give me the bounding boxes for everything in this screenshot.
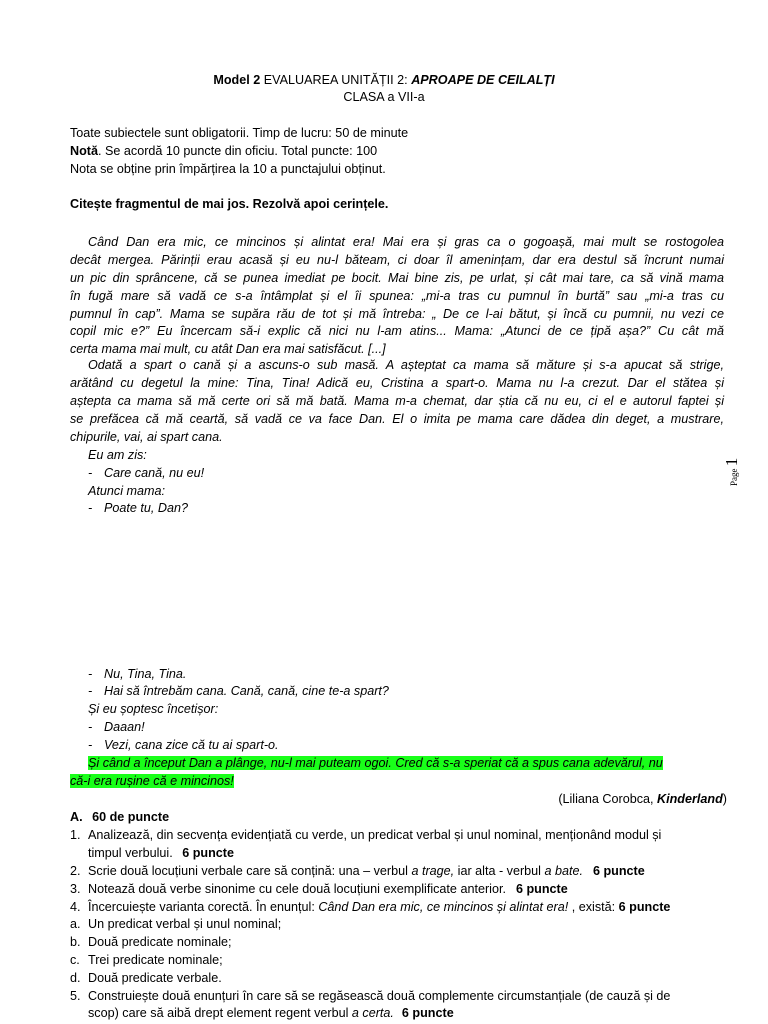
verb-a-certa: a certa. (351, 1006, 394, 1020)
source-author: (Liliana Corobca, (558, 792, 658, 806)
passage-line: pumnul în cap”. Mama se supăra rău de tot și mă întreba: „ De ce l-ai bătut, și încă cu pumnii, nu vezi ce (70, 307, 724, 321)
option-text: Două predicate verbale. (88, 971, 222, 985)
dialogue-dash: - (88, 684, 93, 698)
dialogue-intro: Și eu șoptesc încetișor: (88, 702, 219, 716)
option-text: Un predicat verbal și unul nominal; (88, 917, 282, 931)
instruction-line-1: Toate subiectele sunt obligatorii. Timp de lucru: 50 de minute (70, 126, 409, 140)
question-5 (70, 987, 724, 1005)
passage-line: un pic din sprâncene, că se punea imediat pe bocit. Mai bine zis, pe urlat, și cât mai tare, ca să vină mama (70, 271, 724, 285)
source-citation (558, 790, 727, 808)
question-5-cont (88, 1004, 724, 1022)
highlighted-sequence-line-2 (70, 772, 234, 790)
dialogue-text: Hai să întrebăm cana. Cană, cană, cine te-a spart? (104, 684, 389, 698)
question-points: 6 puncte (515, 882, 568, 896)
option-text: Două predicate nominale; (88, 935, 232, 949)
option-c[interactable] (70, 951, 724, 969)
option-letter: b. (70, 935, 81, 949)
option-d[interactable] (70, 969, 724, 987)
option-text: Trei predicate nominale; (88, 953, 223, 967)
dialogue-intro: Eu am zis: (88, 448, 147, 462)
task-heading: Citește fragmentul de mai jos. Rezolvă apoi cerințele. (70, 197, 389, 211)
question-text-part: Încercuiește varianta corectă. În enunțul: (88, 900, 319, 914)
question-4 (70, 898, 724, 916)
source-book: Kinderland (657, 792, 723, 806)
question-text-part: , există: (568, 900, 619, 914)
question-number: 3. (70, 882, 81, 896)
question-points: 6 puncte (618, 900, 671, 914)
dialogue-text: Nu, Tina, Tina. (104, 667, 187, 681)
model-label: Model 2 (213, 73, 261, 87)
highlight-text: Și când a început Dan a plânge, nu-l mai puteam ogoi. Cred că s-a speriat că a spus cana adevărul, nu (88, 756, 663, 770)
class-line: CLASA a VII-a (343, 90, 425, 104)
passage-line: în fugă mare să vadă ce s-a întâmplat și el îi spunea: „mi-a tras cu pumnul în burtă” sau „mi-a tras cu (70, 289, 724, 303)
exam-title (0, 72, 768, 88)
highlight-text: că-i era rușine că e mincinos! (70, 774, 234, 788)
question-text: timpul verbului. (88, 846, 173, 860)
question-text-part: iar alta - verbul (454, 864, 545, 878)
question-number: 2. (70, 864, 81, 878)
passage-line: decât mergea. Părinții erau acasă și eu nu-l băteam, ci doar îl amenințam, dar era destul să încrunt numai (70, 253, 724, 267)
question-3 (70, 880, 724, 898)
option-b[interactable] (70, 933, 724, 951)
dialogue-text: Poate tu, Dan? (104, 501, 189, 515)
option-a[interactable] (70, 915, 724, 933)
dialogue-intro: Atunci mama: (88, 484, 165, 498)
question-number: 1. (70, 828, 81, 842)
option-letter: a. (70, 917, 81, 931)
passage-line: Odată a spart o cană și a ascuns-o sub masă. A așteptat ca mama să măture și s-a apucat să strige, (88, 358, 724, 372)
dialogue-text: Care cană, nu eu! (104, 466, 205, 480)
question-number: 5. (70, 989, 81, 1003)
dialogue-text: Daaan! (104, 720, 145, 734)
verb-a-bate: a bate. (544, 864, 583, 878)
question-text-part: Notează două verbe sinonime cu cele două locuțiuni exemplificate anterior. (88, 882, 506, 896)
question-points: 6 puncte (592, 864, 645, 878)
section-a-points: 60 de puncte (92, 810, 170, 824)
question-2 (70, 862, 724, 880)
passage-line: chipurile, vai, ai spart cana. (70, 430, 223, 444)
passage-line: aștepta ca mama să mă certe ori să mă bată. Mama m-a chemat, dar știa că nu eu, ci el e autorul faptei și (70, 394, 724, 408)
section-a-label: A. (70, 810, 83, 824)
dialogue-line (88, 718, 724, 736)
question-text: Analizează, din secvența evidențiată cu verde, un predicat verbal și unul nominal, menționând modul și (88, 828, 662, 842)
dialogue-text: Vezi, cana zice că tu ai spart-o. (104, 738, 279, 752)
dialogue-line (88, 665, 724, 683)
question-text (88, 880, 568, 898)
page-word: Page (729, 468, 739, 486)
dialogue-dash: - (88, 501, 93, 515)
nota-text: . Se acordă 10 puncte din oficiu. Total puncte: 100 (98, 144, 378, 158)
dialogue-dash: - (88, 466, 93, 480)
dialogue-dash: - (88, 667, 93, 681)
question-text: Construiește două enunțuri în care să se regăsească două complemente circumstanțiale (de cauză și de (88, 989, 671, 1003)
question-quote: Când Dan era mic, ce mincinos și alintat era! (318, 900, 569, 914)
passage-line: certa mama mai mult, cu atât Dan era mai satisfăcut. [...] (70, 342, 386, 356)
section-a-heading (70, 808, 724, 826)
question-points: 6 puncte (401, 1006, 454, 1020)
dialogue-line (88, 736, 724, 754)
verb-a-trage: a trage, (411, 864, 455, 878)
dialogue-dash: - (88, 738, 93, 752)
page-number-marker (722, 458, 742, 486)
question-text-part: scop) care să aibă drept element regent verbul (88, 1006, 352, 1020)
dialogue-line (88, 464, 724, 482)
dialogue-line (88, 682, 724, 700)
question-text-part: Scrie două locuțiuni verbale care să conțină: una – verbul (88, 864, 412, 878)
page-number: 1 (722, 457, 741, 467)
passage-line: Când Dan era mic, ce mincinos și alintat era! Mai era și gras ca o gogoașă, mai mult se rostogolea (88, 235, 724, 249)
question-text (88, 862, 645, 880)
question-text (88, 898, 670, 916)
source-close: ) (722, 792, 727, 806)
option-letter: c. (70, 953, 80, 967)
eval-prefix: EVALUAREA UNITĂȚII 2: (263, 73, 408, 87)
option-letter: d. (70, 971, 81, 985)
passage-line: copil mic e?” Eu încercam să-i explic că nici nu l-am atins... Mama: „Atunci de ce țipă așa?” Cu cât mă (70, 324, 724, 338)
question-1 (70, 826, 724, 844)
instruction-line-2 (70, 142, 724, 160)
nota-label: Notă (70, 144, 98, 158)
instruction-line-3: Nota se obține prin împărțirea la 10 a punctajului obținut. (70, 162, 386, 176)
question-1-cont (88, 844, 724, 862)
passage-line: arătând cu degetul la mine: Tina, Tina! Adică eu, Cristina a spart-o. Mama nu l-a crezut. Dar el stătea și (70, 376, 724, 390)
highlighted-sequence-line-1 (88, 754, 663, 772)
dialogue-line (88, 499, 724, 517)
question-points: 6 puncte (182, 846, 234, 860)
unit-title: APROAPE DE CEILALȚI (411, 73, 555, 87)
passage-line: se prefăcea că mă ceartă, să vadă ce va face Dan. El o imita pe mama care dădea din deget, a mustrare, (70, 412, 724, 426)
question-number: 4. (70, 900, 81, 914)
dialogue-dash: - (88, 720, 93, 734)
